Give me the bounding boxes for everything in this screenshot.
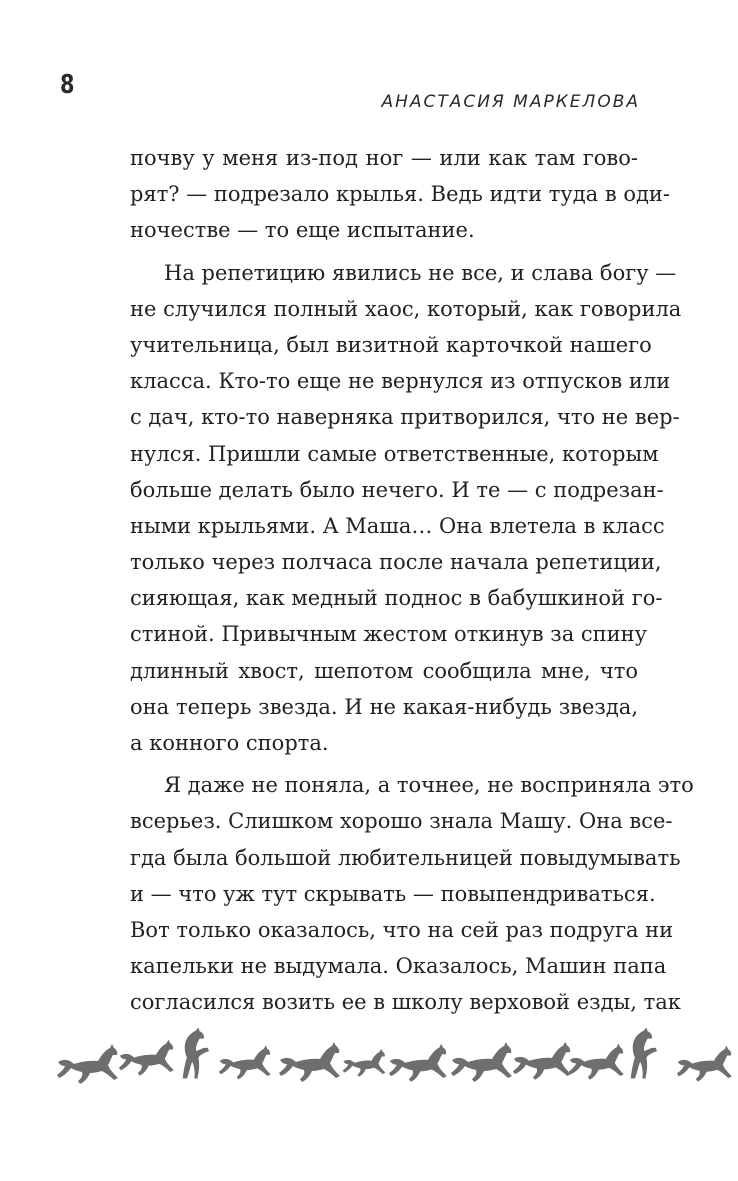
text-line: она теперь звезда. И не какая-нибудь звезда, <box>130 694 638 719</box>
horse-icon <box>677 1046 732 1082</box>
horse-icon <box>389 1044 447 1082</box>
text-line: сияющая, как медный поднос в бабушкиной го- <box>130 586 663 611</box>
horse-icon <box>219 1045 271 1079</box>
text-line: класса. Кто-то еще не вернулся из отпусков или <box>130 369 671 394</box>
text-line: не случился полный хаос, который, как говорила <box>130 296 682 321</box>
text-line: Я даже не поняла, а точнее, не восприняла это <box>164 773 694 798</box>
horse-icon <box>343 1049 386 1077</box>
horse-icon <box>279 1042 340 1082</box>
text-line: а конного спорта. <box>130 731 329 755</box>
text-line: почву у меня из-под ног — или как там гово- <box>130 146 638 170</box>
body-text <box>130 140 694 1027</box>
text-line: длинный хвост, шепотом сообщила мне, что <box>130 658 638 683</box>
text-line: стиной. Привычным жестом откинув за спину <box>130 622 648 647</box>
text-line: ночестве — то еще испытание. <box>130 218 475 243</box>
horse-icon <box>57 1044 118 1084</box>
text-line: всерьез. Слишком хорошо знала Машу. Она все- <box>130 809 673 834</box>
text-line: нулся. Пришли самые ответственные, которым <box>130 441 659 466</box>
running-head-author: АНАСТАСИЯ МАРКЕЛОВА <box>381 92 640 112</box>
text-line: На репетицию явились не все, и слава богу — <box>164 260 677 285</box>
horse-icon <box>569 1044 624 1080</box>
paragraph-1 <box>130 140 671 249</box>
paragraph-3 <box>130 767 694 1020</box>
horse-icon <box>451 1042 512 1082</box>
text-line: рят? — подрезало крылья. Ведь идти туда в оди- <box>130 182 671 207</box>
text-line: только через полчаса после начала репетиции, <box>130 550 662 575</box>
text-line: с дач, кто-то наверняка притворился, что не вер- <box>130 405 680 430</box>
horse-icon <box>631 1028 657 1079</box>
text-line: гда была большой любительницей повыдумывать <box>130 845 681 870</box>
text-line: капельки не выдумала. Оказалось, Машин папа <box>130 954 667 979</box>
text-line: ными крыльями. А Маша… Она влетела в класс <box>130 513 665 538</box>
text-line: согласился возить ее в школу верховой езды, так <box>130 990 681 1015</box>
page-number: 8 <box>60 70 75 100</box>
horse-icon <box>513 1042 571 1080</box>
horse-icon <box>183 1028 209 1079</box>
text-line: учительница, был визитной карточкой нашего <box>130 332 652 357</box>
text-line: Вот только оказалось, что на сей раз подруга ни <box>130 917 674 942</box>
galloping-horses-frieze <box>56 1028 738 1090</box>
text-line: больше делать было нечего. И те — с подрезан- <box>130 477 664 502</box>
paragraph-2 <box>130 255 682 762</box>
horse-icon <box>119 1040 174 1076</box>
text-line: и — что уж тут скрывать — повыпендриваться. <box>130 881 656 906</box>
